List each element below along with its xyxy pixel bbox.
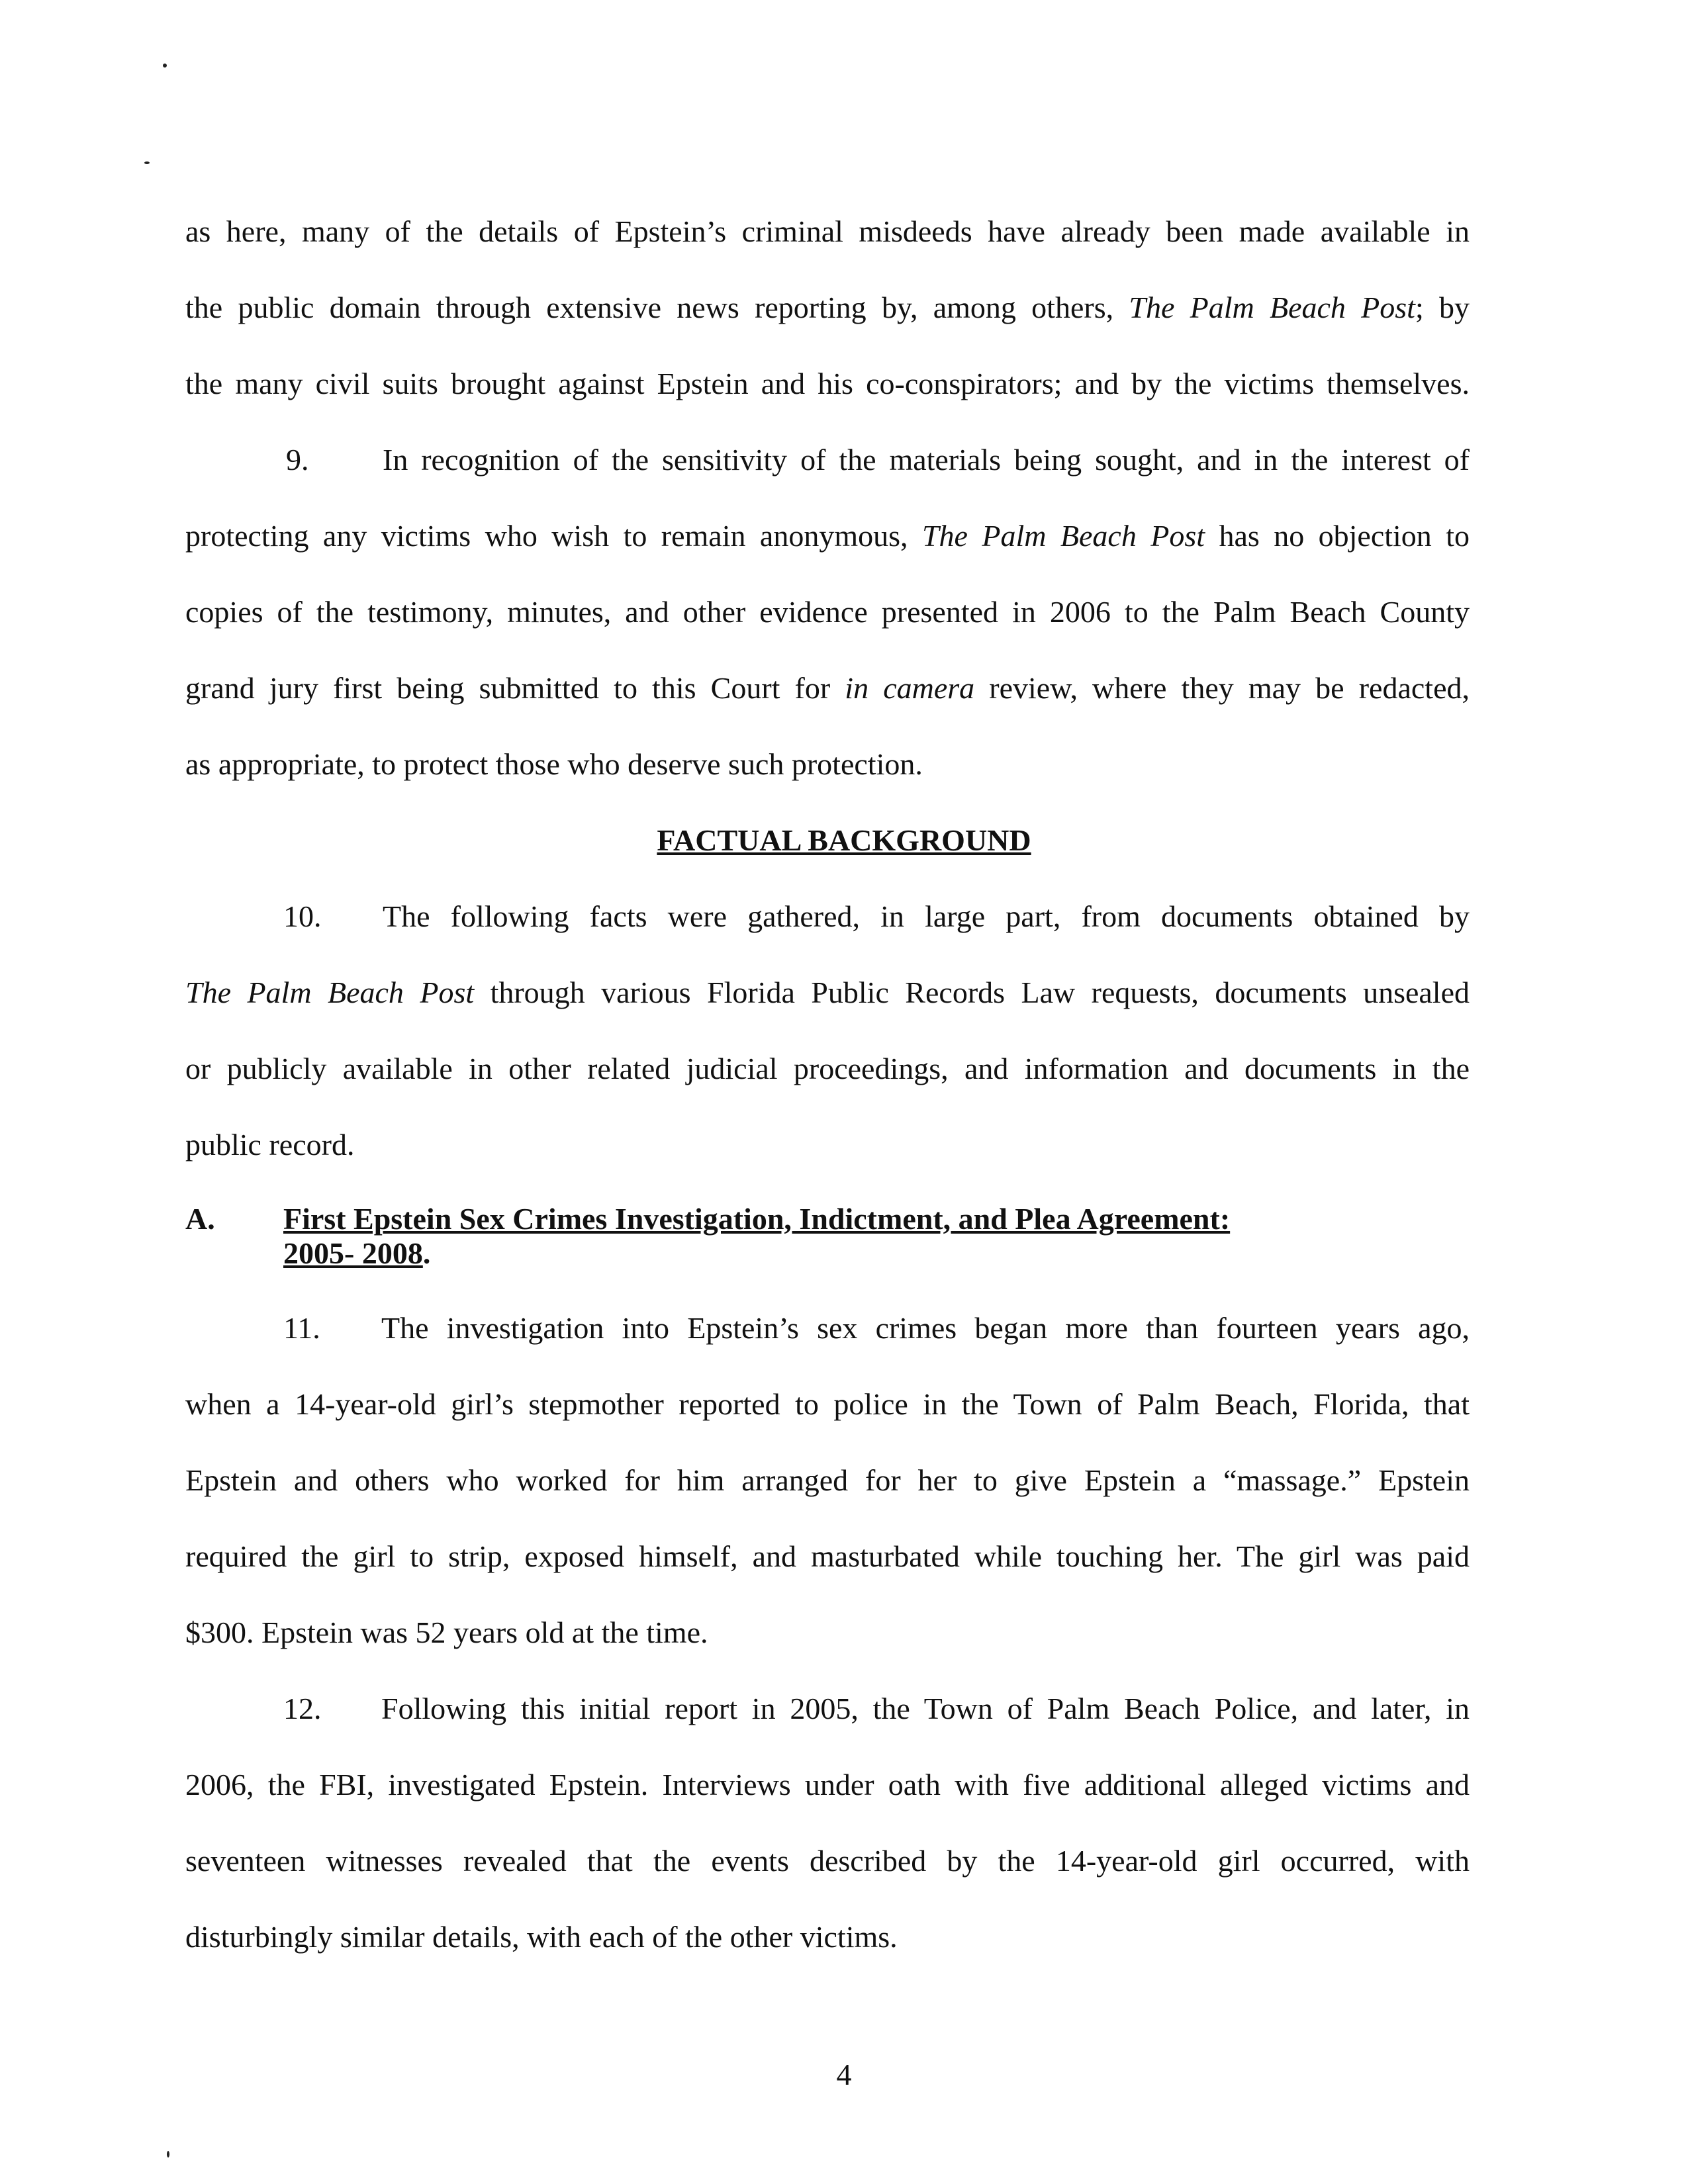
- paragraph-number: 11.: [283, 1311, 320, 1345]
- scan-speck: [163, 64, 167, 68]
- paragraph-number: 9.: [286, 443, 309, 477]
- subsection-label: A.: [185, 1202, 215, 1236]
- text-run: has no objection to: [1205, 519, 1470, 553]
- paragraph-9-line-2: [185, 516, 1470, 556]
- text-run: protecting any victims who wish to remain anonymous,: [185, 519, 922, 553]
- text-run: through various Florida Public Records Law requests, documents unsealed: [474, 976, 1470, 1009]
- text-run: ; by: [1415, 291, 1470, 324]
- text-run: review, where they may be redacted,: [974, 671, 1470, 705]
- paragraph-9-line-1: In recognition of the sensitivity of the materials being sought, and in the interest of: [383, 443, 1470, 477]
- page-number: 4: [836, 2058, 852, 2091]
- paragraph-11-line-3: Epstein and others who worked for him arranged for her to give Epstein a “massage.” Epstein: [185, 1463, 1470, 1497]
- paragraph-12-line-2: 2006, the FBI, investigated Epstein. Interviews under oath with five additional alleged victims and: [185, 1768, 1470, 1801]
- publication-name: The Palm Beach Post: [185, 976, 475, 1009]
- subsection-title-years: 2005- 2008: [283, 1236, 423, 1270]
- section-heading: FACTUAL BACKGROUND: [657, 823, 1031, 857]
- paragraph-11-line-1: The investigation into Epstein’s sex crimes began more than fourteen years ago,: [381, 1311, 1470, 1345]
- paragraph-number: 10.: [283, 899, 322, 933]
- paragraph-12-line-4: disturbingly similar details, with each of the other victims.: [185, 1920, 898, 1954]
- paragraph-8-line-2: [185, 288, 1470, 328]
- paragraph-11-line-4: required the girl to strip, exposed himself, and masturbated while touching her. The girl was paid: [185, 1539, 1470, 1573]
- legal-term: in camera: [845, 671, 975, 705]
- paragraph-11-line-2: when a 14-year-old girl’s stepmother reported to police in the Town of Palm Beach, Florida, that: [185, 1387, 1470, 1421]
- paragraph-10-line-1: The following facts were gathered, in large part, from documents obtained by: [383, 899, 1470, 933]
- paragraph-8-line-1: as here, many of the details of Epstein’s criminal misdeeds have already been made available in: [185, 214, 1470, 248]
- paragraph-10-line-2: [185, 973, 1470, 1013]
- paragraph-10-line-4: public record.: [185, 1128, 355, 1161]
- paragraph-9-line-5: as appropriate, to protect those who deserve such protection.: [185, 747, 923, 781]
- scan-speck: [167, 2151, 169, 2158]
- publication-name: The Palm Beach Post: [1129, 291, 1415, 324]
- paragraph-12-line-1: Following this initial report in 2005, the Town of Palm Beach Police, and later, in: [381, 1692, 1470, 1725]
- paragraph-10-line-3: or publicly available in other related judicial proceedings, and information and documents in the: [185, 1052, 1470, 1085]
- text-run: the public domain through extensive news reporting by, among others,: [185, 291, 1129, 324]
- paragraph-11-line-5: $300. Epstein was 52 years old at the time.: [185, 1615, 708, 1649]
- subsection-title-line-2: 2005- 2008.: [283, 1236, 431, 1270]
- paragraph-number: 12.: [283, 1692, 322, 1725]
- subsection-title-line-1: First Epstein Sex Crimes Investigation, Indictment, and Plea Agreement:: [283, 1202, 1231, 1236]
- scan-speck: [144, 161, 150, 164]
- publication-name: The Palm Beach Post: [921, 519, 1205, 553]
- paragraph-8-line-3: the many civil suits brought against Epstein and his co-conspirators; and by the victims themselves.: [185, 367, 1470, 400]
- paragraph-12-line-3: seventeen witnesses revealed that the events described by the 14-year-old girl occurred, with: [185, 1844, 1470, 1878]
- paragraph-9-line-4: [185, 668, 1470, 708]
- text-run: grand jury first being submitted to this Court for: [185, 671, 845, 705]
- paragraph-9-line-3: copies of the testimony, minutes, and other evidence presented in 2006 to the Palm Beach County: [185, 595, 1470, 629]
